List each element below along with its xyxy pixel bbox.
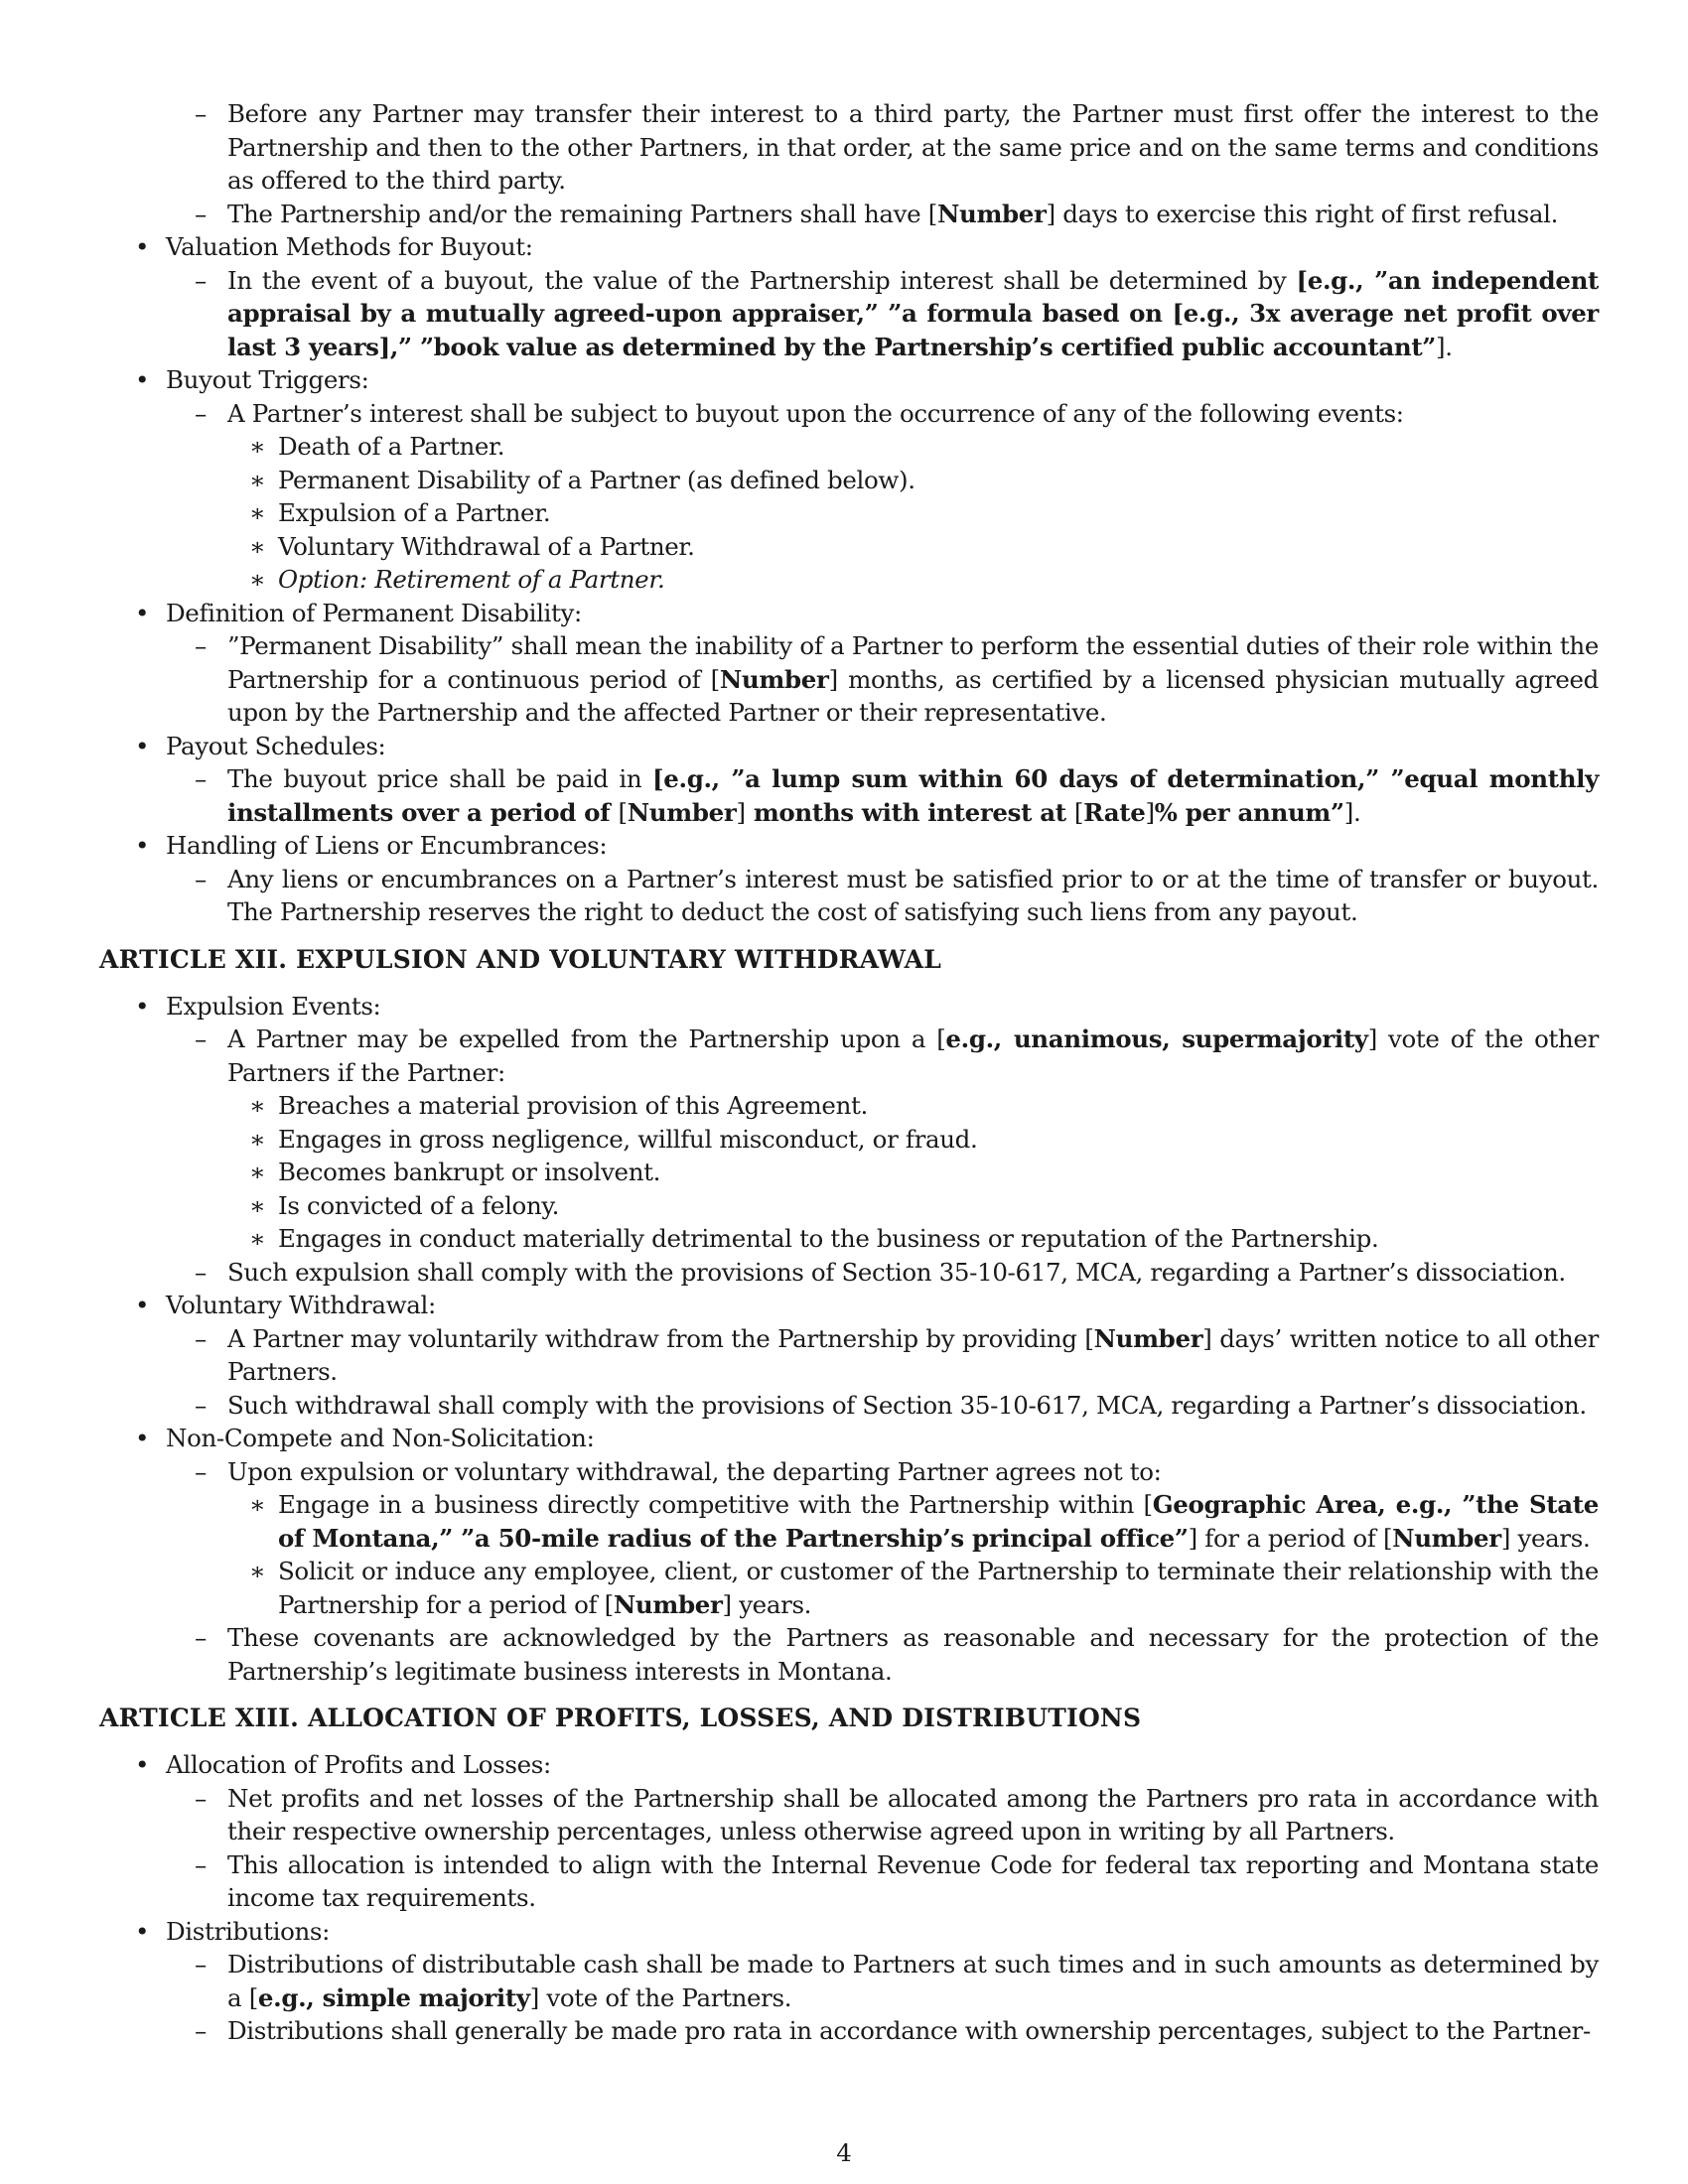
text-run: Becomes bankrupt or insolvent. [278,1158,661,1186]
text-run: ] [736,797,746,827]
placeholder-text: Number [936,199,1047,228]
list-marker: – [195,1257,207,1287]
sub-sub-list-item [99,464,1599,497]
list-marker: ∗ [249,498,266,527]
placeholder-text: [e.g., ”an independent appraisal by a mutually agreed-upon appraiser,” ”a formula based on [e.g., 3x average net profit over last 3 years],” ”book value as determined by the Partnership’s certified public accountant” [227,265,1599,361]
page-number: 4 [836,2138,852,2167]
placeholder-text: e.g., unanimous, supermajority [945,1024,1368,1053]
text-run: ] vote of the Partners. [529,1982,792,2012]
list-item [99,1422,1599,1455]
text-run: ] vote of the other Partners if the Partner: [227,1024,1599,1087]
list-marker: – [195,1323,207,1353]
placeholder-text: Number [613,1589,723,1619]
sub-list-item [99,762,1599,829]
list-marker: • [135,1291,150,1319]
placeholder-text: % per annum” [1154,797,1344,827]
list-item [99,597,1599,630]
text-run: Such withdrawal shall comply with the provisions of Section 35-10-617, MCA, regarding a Partner’s dissociation. [227,1390,1587,1420]
list-marker: – [195,265,207,295]
sub-list-item [99,264,1599,364]
sub-list-item [99,1621,1599,1688]
list-marker: – [195,631,207,660]
text-run: Upon expulsion or voluntary withdrawal, the departing Partner agrees not to: [227,1456,1162,1486]
sub-sub-list-item [99,1488,1599,1555]
list-marker: ∗ [249,1091,266,1120]
article-heading [99,1702,1599,1735]
list-marker: ∗ [249,1490,266,1519]
text-run: Is convicted of a felony. [278,1190,560,1220]
article-heading [99,943,1599,977]
list-marker: – [195,864,207,893]
text-run: The buyout price shall be paid in [227,764,653,793]
text-run: Breaches a material provision of this Agreement. [278,1091,868,1120]
sub-sub-list-item [99,496,1599,530]
text-run: Payout Schedules: [166,731,386,760]
list-item [99,829,1599,863]
sub-list-item [99,863,1599,929]
list-item [99,730,1599,763]
text-run: Distributions: [166,1916,331,1946]
sub-list-item [99,1256,1599,1290]
text-run: ARTICLE XIII. ALLOCATION OF PROFITS, LOSSES, AND DISTRIBUTIONS [99,1704,1142,1732]
text-run: Before any Partner may transfer their interest to a third party, the Partner must first offer the interest to the Partnership and then to the other Partners, in that order, at the same price and on the same terms and conditions as offered to the third party. [227,99,1599,195]
text-run: A Partner may voluntarily withdraw from the Partnership by providing [ [227,1323,1094,1353]
sub-sub-list-item [99,1123,1599,1157]
placeholder-text: Geographic Area, e.g., ”the State of Montana,” ”a 50-mile radius of the Partnership’s principal office” [278,1490,1599,1553]
list-marker: ∗ [249,465,266,494]
document-body [99,97,1599,2048]
text-run: ] days to exercise this right of first refusal. [1046,199,1559,228]
list-marker: • [135,1424,150,1452]
list-item [99,1289,1599,1322]
list-marker: – [195,199,207,228]
list-marker: – [195,1456,207,1486]
list-marker: • [135,991,150,1021]
sub-list-item [99,1848,1599,1915]
list-marker: – [195,1849,207,1879]
list-marker: ∗ [249,1224,266,1253]
text-run: ] months, as certified by a licensed physician mutually agreed upon by the Partnership and the affected Partner or their representative. [227,664,1600,727]
list-item [99,230,1599,264]
text-run: A Partner may be expelled from the Partnership upon a [ [227,1024,946,1053]
italic-text: Option: Retirement of a Partner. [278,565,665,594]
list-marker: • [135,365,150,394]
list-marker: • [135,831,150,860]
list-marker: ∗ [249,1190,266,1220]
sub-list-item [99,1023,1599,1089]
list-marker: – [195,1024,207,1053]
list-item [99,363,1599,397]
text-run: Expulsion of a Partner. [278,498,551,527]
text-run: Any liens or encumbrances on a Partner’s interest must be satisfied prior to or at the time of transfer or buyout. The Partnership reserves the right to deduct the cost of satisfying such liens from any payout. [227,864,1599,926]
text-run: Engage in a business directly competitive with the Partnership within [ [278,1490,1153,1519]
text-run: These covenants are acknowledged by the Partners as reasonable and necessary for the protection of the Partnership’s legitimate business interests in Montana. [227,1623,1599,1686]
sub-sub-list-item [99,430,1599,464]
list-marker: – [195,1783,207,1813]
text-run: Distributions of distributable cash shall be made to Partners at such times and in such amounts as determined by a [ [227,1950,1599,2012]
sub-sub-list-item [99,1222,1599,1256]
text-run: Solicit or induce any employee, client, or customer of the Partnership to terminate their relationship with the Partnership for a period of [ [278,1557,1599,1619]
text-run: Voluntary Withdrawal of a Partner. [278,531,695,561]
list-marker: ∗ [249,1158,266,1186]
text-run: Definition of Permanent Disability: [166,598,582,627]
list-marker: ∗ [249,565,266,594]
text-run: Engages in gross negligence, willful misconduct, or fraud. [278,1124,978,1154]
list-marker: – [195,99,207,128]
text-run: Net profits and net losses of the Partnership shall be allocated among the Partners pro rata in accordance with their respective ownership percentages, unless otherwise agreed upon in writing by all Partners. [227,1783,1599,1845]
list-item [99,990,1599,1024]
sub-list-item [99,397,1599,431]
list-item [99,1915,1599,1949]
sub-list-item [99,1948,1599,2014]
sub-sub-list-item [99,1555,1599,1621]
sub-sub-list-item [99,1189,1599,1223]
sub-list-item [99,629,1599,730]
list-marker: • [135,1916,150,1946]
placeholder-text: [e.g., ”a lump sum within 60 days of determination,” ”equal monthly installments over a period of [227,764,1599,827]
text-run: Handling of Liens or Encumbrances: [166,831,608,860]
list-marker: – [195,1950,207,1979]
sub-list-item [99,1782,1599,1848]
sub-list-item [99,1455,1599,1489]
text-run: Permanent Disability of a Partner (as defined below). [278,465,915,494]
text-run: Expulsion Events: [166,991,381,1021]
text-run: Such expulsion shall comply with the provisions of Section 35-10-617, MCA, regarding a Partner’s dissociation. [227,1257,1566,1287]
text-run: Death of a Partner. [278,432,505,461]
placeholder-text: Number [627,797,737,827]
placeholder-text: Number [1392,1523,1501,1553]
list-marker: • [135,731,150,760]
list-marker: – [195,764,207,793]
list-marker: ∗ [249,1557,266,1585]
text-run: ] days’ written notice to all other Partners. [227,1323,1599,1386]
text-run: A Partner’s interest shall be subject to buyout upon the occurrence of any of the following events: [227,398,1404,428]
text-run: Valuation Methods for Buyout: [166,232,533,261]
list-item [99,1748,1599,1782]
list-marker: – [195,1623,207,1652]
list-marker: • [135,1750,150,1779]
text-run: Distributions shall generally be made pro rata in accordance with ownership percentages, subject to the Partner- [227,2016,1591,2045]
text-run: ] [1145,797,1155,827]
sub-list-item [99,198,1599,231]
text-run: The Partnership and/or the remaining Partners shall have [ [227,199,937,228]
text-run: Voluntary Withdrawal: [166,1291,436,1319]
list-marker: • [135,598,150,627]
sub-list-item [99,97,1599,198]
text-run: ] years. [722,1589,812,1619]
text-run: [ [618,797,628,827]
text-run: [ [1073,797,1084,827]
sub-list-item [99,1322,1599,1389]
text-run: Buyout Triggers: [166,365,369,394]
placeholder-text: months with interest at [745,797,1074,827]
list-marker: • [135,232,150,261]
text-run: ]. [1343,797,1361,827]
text-run: Allocation of Profits and Losses: [166,1750,551,1779]
sub-sub-list-item [99,530,1599,564]
text-run: This allocation is intended to align with the Internal Revenue Code for federal tax reporting and Montana state income tax requirements. [227,1849,1599,1912]
text-run: ARTICLE XII. EXPULSION AND VOLUNTARY WITHDRAWAL [99,944,942,974]
sub-list-item [99,1389,1599,1423]
placeholder-text: Number [719,664,829,694]
text-run: ] for a period of [ [1188,1523,1393,1553]
sub-sub-list-item [99,563,1599,597]
list-marker: ∗ [249,1124,266,1154]
list-marker: ∗ [249,432,266,461]
list-marker: – [195,1390,207,1420]
sub-list-item [99,2014,1599,2048]
list-marker: ∗ [249,531,266,561]
text-run: ”Permanent Disability” shall mean the inability of a Partner to perform the essential duties of their role within the Partnership for a continuous period of [ [227,631,1599,694]
sub-sub-list-item [99,1089,1599,1123]
placeholder-text: Rate [1083,797,1146,827]
list-marker: – [195,2016,207,2045]
text-run: ] years. [1500,1523,1591,1553]
placeholder-text: Number [1093,1323,1203,1353]
text-run: In the event of a buyout, the value of the Partnership interest shall be determined by [227,265,1297,295]
text-run: Non-Compete and Non-Solicitation: [166,1424,595,1452]
text-run: Engages in conduct materially detrimental to the business or reputation of the Partnership. [278,1224,1379,1253]
list-marker: – [195,398,207,428]
placeholder-text: e.g., simple majority [257,1982,530,2012]
sub-sub-list-item [99,1156,1599,1189]
text-run: ]. [1436,332,1453,361]
